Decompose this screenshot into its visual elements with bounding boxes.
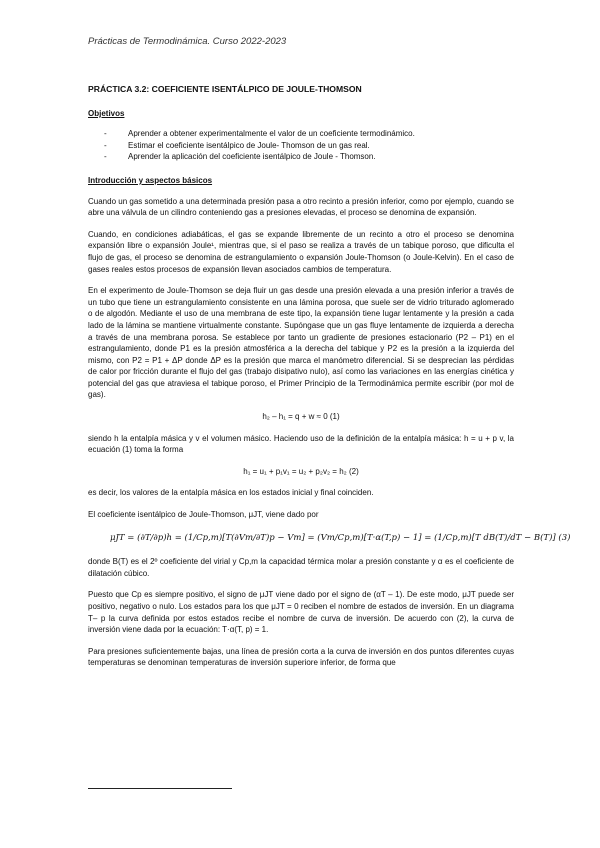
paragraph-virial: donde B(T) es el 2º coeficiente del virial y Cp,m la capacidad térmica molar a presión constante y α es el coeficiente de dilatación cúbico. <box>88 557 514 578</box>
paragraph-expansion: Cuando un gas sometido a una determinada presión pasa a otro recinto a presión inferior, como por ejemplo, cuando se abre una válvula de un cilindro conteniendo gas a presiones elevadas, el proceso se denomina de expansión. <box>88 196 514 218</box>
objectives-heading: Objetivos <box>88 108 125 118</box>
practice-title: PRÁCTICA 3.2: COEFICIENTE ISENTÁLPICO DE JOULE-THOMSON <box>88 84 362 94</box>
objective-item: - Estimar el coeficiente isentálpico de Joule- Thomson de un gas real. <box>104 140 514 152</box>
equation-1: h₂ – h₁ = q + w ≈ 0 (1) <box>262 412 340 422</box>
document-body <box>88 84 571 679</box>
objectives-list <box>88 128 514 163</box>
paragraph-coefficient: El coeficiente isentálpico de Joule-Thomson, μJT, viene dado por <box>88 510 319 520</box>
paragraph-inversion: Puesto que Cp es siempre positivo, el signo de μJT viene dado por el signo de (αT – 1). De este modo, μJT puede ser positivo, negativo o nulo. Los estados para los que μJT = 0 reciben el nombre de estados de inversión. En un diagrama T– p la curva definida por estos estados recibe el nombre de curva de inversión. De acuerdo con (2), la curva de inversión viene dada por la ecuación: T·α(T, p) = 1. <box>88 590 514 635</box>
paragraph-enthalpy: siendo h la entalpía másica y v el volumen másico. Haciendo uso de la definición de la entalpía másica: h = u + p v, la ecuación (1) toma la forma <box>88 433 514 455</box>
footnote-separator <box>88 788 232 789</box>
objective-item: - Aprender la aplicación del coeficiente isentálpico de Joule - Thomson. <box>104 151 514 163</box>
paragraph-low-pressure: Para presiones suficientemente bajas, una línea de presión corta a la curva de inversión en dos puntos diferentes cuyas temperaturas se denominan temperaturas de inversión superiore inferior, de forma que <box>88 646 514 668</box>
equation-2: h₁ = u₁ + p₁v₁ = u₂ + p₂v₂ = h₂ (2) <box>243 466 359 476</box>
equation-3: μJT = (∂T/∂p)h = (1/Cp,m)[T(∂Vm/∂T)p − Vm] = (Vm/Cp,m)[T·α(T,p) − 1] = (1/Cp,m)[T dB(T)/dT − B(T)] (3) <box>110 532 571 543</box>
paragraph-coincide: es decir, los valores de la entalpía másica en los estados inicial y final coinciden. <box>88 488 374 498</box>
intro-heading: Introducción y aspectos básicos <box>88 175 213 185</box>
paragraph-experiment: En el experimento de Joule-Thomson se deja fluir un gas desde una presión elevada a una presión inferior a través de un tubo que tiene un estrangulamiento consistente en una lámina porosa, que suele ser de vidrio triturado aglomerado o de algodón. Mediante el uso de una membrana de este tipo, la expansión tiene lugar lentamente y la presión a cada lado de la lámina se mantiene virtualmente constante. Supóngase que un gas fluye lentamente de izquierda a derecha a través de una membrana porosa. Se establece por tanto un gradiente de presiones estacionario (P2 – P1) en el estrangulamiento, donde P1 es la presión atmosférica a la derecha del tabique y P2 es la presión a la izquierda del mismo, con P2 = P1 + ΔP donde ΔP es la presión que marca el manómetro diferencial. Si se desprecian las pérdidas de calor por fricción durante el flujo del gas (trabajo disipativo nulo), así como las variaciones en las energías cinética y potencial del gas que atraviesa el tabique poroso, el Primer Principio de la Termodinámica permite escribir (por mol de gas). <box>88 286 514 400</box>
paragraph-free-expansion: Cuando, en condiciones adiabáticas, el gas se expande libremente de un recinto a otro el proceso se denomina expansión libre o expansión Joule¹, mientras que, si el paso se realiza a través de un tabique poroso, que dificulta el flujo de gas, el proceso se denomina de estrangulamiento o expansión Joule-Thomson (o Joule-Kelvin). En el caso de gases reales estos procesos de expansión llevan asociados cambios de temperatura. <box>88 229 514 274</box>
objective-item: - Aprender a obtener experimentalmente el valor de un coeficiente termodinámico. <box>104 128 514 140</box>
running-header: Prácticas de Termodinámica. Curso 2022-2023 <box>88 36 287 47</box>
